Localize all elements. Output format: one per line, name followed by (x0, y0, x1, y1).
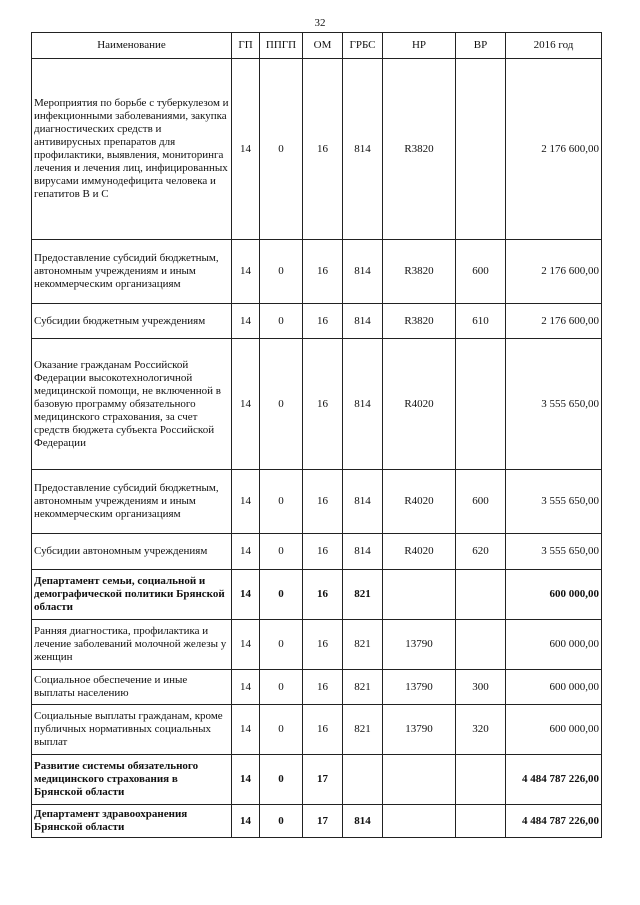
cell-gp: 14 (232, 705, 260, 755)
cell-ppgp: 0 (260, 534, 303, 570)
cell-nr: R3820 (383, 240, 456, 304)
cell-grbs: 821 (343, 705, 383, 755)
cell-name: Предоставление субсидий бюджетным, автономным учреждениям и иным некоммерческим организациям (32, 470, 232, 534)
header-grbs: ГРБС (343, 33, 383, 59)
cell-nr (383, 755, 456, 805)
table-row (32, 670, 602, 705)
cell-name: Социальные выплаты гражданам, кроме публичных нормативных социальных выплат (32, 705, 232, 755)
cell-name: Ранняя диагностика, профилактика и лечение заболеваний молочной железы у женщин (32, 620, 232, 670)
cell-grbs: 821 (343, 670, 383, 705)
header-row (32, 33, 602, 59)
cell-om: 17 (303, 805, 343, 838)
cell-ppgp: 0 (260, 59, 303, 240)
header-name: Наименование (32, 33, 232, 59)
cell-name: Развитие системы обязательного медицинского страхования в Брянской области (32, 755, 232, 805)
cell-nr: R3820 (383, 59, 456, 240)
cell-vr (456, 339, 506, 470)
cell-amount: 4 484 787 226,00 (506, 755, 602, 805)
cell-om: 16 (303, 705, 343, 755)
table-row (32, 304, 602, 339)
cell-amount: 2 176 600,00 (506, 59, 602, 240)
cell-vr: 600 (456, 470, 506, 534)
cell-gp: 14 (232, 534, 260, 570)
cell-om: 16 (303, 570, 343, 620)
cell-gp: 14 (232, 805, 260, 838)
table-row (32, 755, 602, 805)
cell-amount: 600 000,00 (506, 570, 602, 620)
cell-nr: R3820 (383, 304, 456, 339)
table-row (32, 59, 602, 240)
cell-om: 17 (303, 755, 343, 805)
cell-name: Предоставление субсидий бюджетным, автономным учреждениям и иным некоммерческим организациям (32, 240, 232, 304)
cell-nr: 13790 (383, 705, 456, 755)
cell-ppgp: 0 (260, 755, 303, 805)
table-row (32, 620, 602, 670)
cell-om: 16 (303, 339, 343, 470)
cell-vr (456, 570, 506, 620)
cell-nr: R4020 (383, 339, 456, 470)
table-body (32, 59, 602, 838)
cell-gp: 14 (232, 59, 260, 240)
table-row (32, 240, 602, 304)
cell-name: Социальное обеспечение и иные выплаты населению (32, 670, 232, 705)
cell-ppgp: 0 (260, 705, 303, 755)
table-header (32, 33, 602, 59)
cell-ppgp: 0 (260, 670, 303, 705)
page-number: 32 (314, 17, 326, 29)
cell-amount: 4 484 787 226,00 (506, 805, 602, 838)
cell-ppgp: 0 (260, 570, 303, 620)
header-ppgp: ППГП (260, 33, 303, 59)
cell-vr: 300 (456, 670, 506, 705)
cell-vr: 320 (456, 705, 506, 755)
cell-amount: 600 000,00 (506, 620, 602, 670)
table-row (32, 570, 602, 620)
cell-gp: 14 (232, 570, 260, 620)
cell-amount: 2 176 600,00 (506, 304, 602, 339)
cell-om: 16 (303, 304, 343, 339)
cell-om: 16 (303, 59, 343, 240)
table-row (32, 534, 602, 570)
cell-amount: 2 176 600,00 (506, 240, 602, 304)
cell-gp: 14 (232, 670, 260, 705)
cell-nr: R4020 (383, 534, 456, 570)
cell-vr: 610 (456, 304, 506, 339)
cell-gp: 14 (232, 339, 260, 470)
cell-amount: 3 555 650,00 (506, 339, 602, 470)
cell-vr: 620 (456, 534, 506, 570)
cell-grbs: 814 (343, 59, 383, 240)
cell-grbs (343, 755, 383, 805)
cell-ppgp: 0 (260, 620, 303, 670)
budget-table (31, 32, 602, 838)
cell-nr: 13790 (383, 620, 456, 670)
table-row (32, 705, 602, 755)
cell-om: 16 (303, 620, 343, 670)
cell-om: 16 (303, 470, 343, 534)
cell-amount: 3 555 650,00 (506, 470, 602, 534)
header-om: ОМ (303, 33, 343, 59)
header-gp: ГП (232, 33, 260, 59)
cell-name: Оказание гражданам Российской Федерации высокотехнологичной медицинской помощи, не включенной в базовую программу обязательного медицинского страхования, за счет средств бюджета субъекта Российской Федерации (32, 339, 232, 470)
cell-gp: 14 (232, 240, 260, 304)
table-row (32, 805, 602, 838)
cell-grbs: 814 (343, 534, 383, 570)
cell-name: Мероприятия по борьбе с туберкулезом и инфекционными заболеваниями, закупка диагностических средств и антивирусных препаратов для профилактики, выявления, мониторинга лечения и лечения лиц, инфицированных вирусами иммунодефицита человека и гепатитов В и С (32, 59, 232, 240)
cell-grbs: 814 (343, 240, 383, 304)
cell-amount: 600 000,00 (506, 705, 602, 755)
cell-nr (383, 570, 456, 620)
cell-ppgp: 0 (260, 339, 303, 470)
cell-nr: R4020 (383, 470, 456, 534)
cell-gp: 14 (232, 755, 260, 805)
cell-om: 16 (303, 240, 343, 304)
cell-vr (456, 805, 506, 838)
cell-gp: 14 (232, 620, 260, 670)
cell-name: Департамент семьи, социальной и демографической политики Брянской области (32, 570, 232, 620)
cell-grbs: 814 (343, 805, 383, 838)
cell-grbs: 821 (343, 620, 383, 670)
cell-grbs: 814 (343, 304, 383, 339)
cell-name: Департамент здравоохранения Брянской области (32, 805, 232, 838)
cell-om: 16 (303, 670, 343, 705)
cell-ppgp: 0 (260, 240, 303, 304)
cell-ppgp: 0 (260, 805, 303, 838)
cell-ppgp: 0 (260, 304, 303, 339)
table-row (32, 470, 602, 534)
cell-ppgp: 0 (260, 470, 303, 534)
cell-vr: 600 (456, 240, 506, 304)
cell-om: 16 (303, 534, 343, 570)
header-nr: НР (383, 33, 456, 59)
cell-vr (456, 59, 506, 240)
header-vr: ВР (456, 33, 506, 59)
cell-name: Субсидии автономным учреждениям (32, 534, 232, 570)
cell-nr: 13790 (383, 670, 456, 705)
cell-grbs: 814 (343, 339, 383, 470)
cell-gp: 14 (232, 304, 260, 339)
cell-vr (456, 755, 506, 805)
cell-grbs: 821 (343, 570, 383, 620)
cell-name: Субсидии бюджетным учреждениям (32, 304, 232, 339)
table-row (32, 339, 602, 470)
cell-nr (383, 805, 456, 838)
cell-gp: 14 (232, 470, 260, 534)
cell-vr (456, 620, 506, 670)
cell-grbs: 814 (343, 470, 383, 534)
header-year: 2016 год (506, 33, 602, 59)
cell-amount: 3 555 650,00 (506, 534, 602, 570)
cell-amount: 600 000,00 (506, 670, 602, 705)
